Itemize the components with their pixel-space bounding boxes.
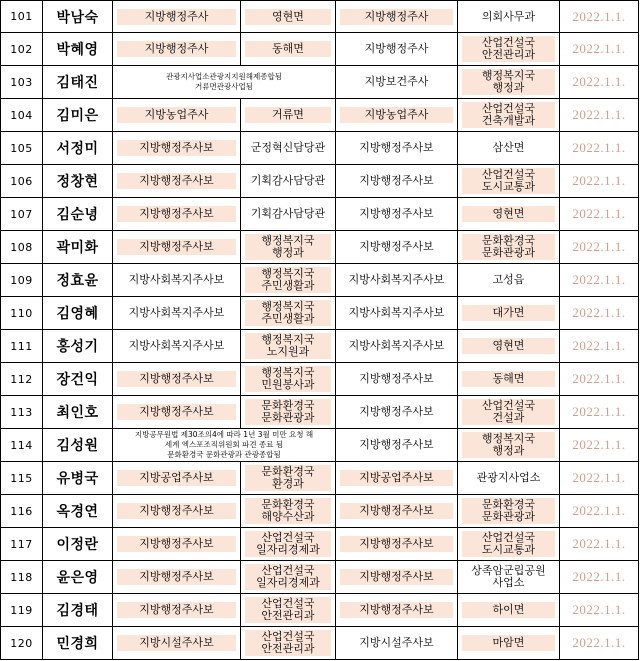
new-rank: 지방행정주사보 xyxy=(340,503,453,519)
previous-rank-cell xyxy=(113,528,241,561)
new-department: 산업건설국 건축개발과 xyxy=(462,102,555,128)
new-rank-cell xyxy=(336,165,458,198)
new-department: 마암면 xyxy=(462,635,555,651)
new-department: 문화환경국 문화관광과 xyxy=(462,498,555,524)
previous-rank-cell xyxy=(113,33,241,66)
effective-date: 2022.1.1. xyxy=(560,165,639,198)
new-department: 대가면 xyxy=(462,305,555,321)
previous-rank: 지방행정주사보 xyxy=(117,206,236,222)
previous-rank-cell xyxy=(113,132,241,165)
previous-department: 행정복지국 노지원과 xyxy=(245,333,331,359)
new-rank-cell xyxy=(336,396,458,429)
new-rank: 지방행정주사보 xyxy=(359,174,434,187)
previous-rank: 지방공업주사보 xyxy=(117,470,236,486)
employee-name: 박남숙 xyxy=(43,1,113,33)
new-department-cell xyxy=(458,231,560,264)
previous-department-cell xyxy=(241,396,336,429)
new-department-cell xyxy=(458,561,560,594)
previous-department: 거류면 xyxy=(245,107,331,123)
previous-department-cell xyxy=(241,165,336,198)
previous-rank: 지방행정주사보 xyxy=(117,173,236,189)
new-rank-cell xyxy=(336,462,458,495)
previous-department: 행정복지국 행정과 xyxy=(245,234,331,260)
previous-department: 행정복지국 민원봉사과 xyxy=(245,366,331,392)
new-rank: 지방농업주사 xyxy=(340,107,453,123)
table-row xyxy=(1,99,639,132)
new-rank-cell xyxy=(336,429,458,462)
new-rank: 지방행정주사보 xyxy=(340,536,453,552)
table-row xyxy=(1,231,639,264)
new-rank-cell xyxy=(336,297,458,330)
new-department-cell xyxy=(458,99,560,132)
previous-department: 문화환경국 환경과 xyxy=(245,465,331,491)
row-number: 106 xyxy=(1,165,43,198)
new-department: 의회사무과 xyxy=(481,9,536,23)
effective-date: 2022.1.1. xyxy=(560,66,639,99)
row-number: 107 xyxy=(1,198,43,231)
previous-rank-cell xyxy=(113,99,241,132)
new-rank: 지방시설주사보 xyxy=(359,636,434,649)
new-rank-cell xyxy=(336,594,458,627)
new-department: 하이면 xyxy=(462,602,555,618)
new-rank: 지방행정주사 xyxy=(340,9,453,25)
previous-rank: 지방사회복지주사보 xyxy=(128,273,225,286)
table-row xyxy=(1,264,639,297)
previous-department: 기획감사담당관 xyxy=(250,174,326,187)
employee-name: 서정미 xyxy=(43,132,113,165)
new-rank: 지방행정주사보 xyxy=(359,438,434,451)
previous-assignment-note-text: 지방공무원법 제30조의4에 따라 1년 3월 미만 요청 해 세계 엑스포조직위원회 파견 종료 됨 문화환경국 문화관광과 관광종합됨 xyxy=(134,430,314,459)
table-row xyxy=(1,495,639,528)
new-rank: 지방행정주사보 xyxy=(359,141,434,154)
effective-date: 2022.1.1. xyxy=(560,330,639,363)
table-row xyxy=(1,561,639,594)
new-department-cell xyxy=(458,594,560,627)
previous-department-cell xyxy=(241,330,336,363)
table-row xyxy=(1,33,639,66)
new-department: 산업건설국 건설과 xyxy=(462,399,555,425)
effective-date: 2022.1.1. xyxy=(560,1,639,33)
previous-rank-cell xyxy=(113,462,241,495)
previous-rank-cell xyxy=(113,627,241,660)
new-department: 산업건설국 안전관리과 xyxy=(462,36,555,62)
effective-date: 2022.1.1. xyxy=(560,132,639,165)
effective-date: 2022.1.1. xyxy=(560,99,639,132)
new-department-cell xyxy=(458,66,560,99)
previous-department: 산업건설국 일자리경제과 xyxy=(245,564,331,590)
previous-rank: 지방행정주사보 xyxy=(117,503,236,519)
row-number: 114 xyxy=(1,429,43,462)
row-number: 109 xyxy=(1,264,43,297)
employee-name: 김순녕 xyxy=(43,198,113,231)
new-department-cell xyxy=(458,363,560,396)
new-department-cell xyxy=(458,264,560,297)
effective-date: 2022.1.1. xyxy=(560,528,639,561)
row-number: 105 xyxy=(1,132,43,165)
employee-name: 정효윤 xyxy=(43,264,113,297)
employee-name: 곽미화 xyxy=(43,231,113,264)
new-department: 영현면 xyxy=(462,206,555,222)
employee-name: 유병국 xyxy=(43,462,113,495)
new-department: 행정복지국 행정과 xyxy=(462,432,555,458)
new-department-cell xyxy=(458,33,560,66)
new-rank-cell xyxy=(336,561,458,594)
employee-name: 김경태 xyxy=(43,594,113,627)
new-rank: 지방행정주사보 xyxy=(359,207,434,220)
table-row xyxy=(1,528,639,561)
new-department-cell xyxy=(458,132,560,165)
new-rank-cell xyxy=(336,33,458,66)
previous-rank-cell xyxy=(113,264,241,297)
previous-department-cell xyxy=(241,99,336,132)
row-number: 116 xyxy=(1,495,43,528)
table-row xyxy=(1,462,639,495)
row-number: 108 xyxy=(1,231,43,264)
new-rank: 지방행정주사 xyxy=(364,42,429,55)
new-rank-cell xyxy=(336,66,458,99)
previous-rank: 지방사회복지주사보 xyxy=(128,339,225,352)
previous-department: 산업건설국 안전관리과 xyxy=(245,597,331,623)
previous-rank: 지방행정주사보 xyxy=(117,140,236,156)
new-rank-cell xyxy=(336,264,458,297)
row-number: 101 xyxy=(1,1,43,33)
new-department: 관광지사업소 xyxy=(476,471,541,484)
previous-rank: 지방행정주사보 xyxy=(117,602,236,618)
employee-name: 이정란 xyxy=(43,528,113,561)
employee-name: 박혜영 xyxy=(43,33,113,66)
new-department: 상족암군립공원 사업소 xyxy=(471,564,546,589)
effective-date: 2022.1.1. xyxy=(560,231,639,264)
new-department: 고성읍 xyxy=(492,273,525,286)
previous-rank-cell xyxy=(113,165,241,198)
new-department: 삼산면 xyxy=(492,141,525,154)
new-rank: 지방사회복지주사보 xyxy=(348,306,445,319)
effective-date: 2022.1.1. xyxy=(560,297,639,330)
row-number: 115 xyxy=(1,462,43,495)
row-number: 110 xyxy=(1,297,43,330)
previous-rank-cell xyxy=(113,297,241,330)
previous-department: 군정혁신담당관 xyxy=(250,141,326,154)
new-department-cell xyxy=(458,1,560,33)
previous-rank: 지방행정주사보 xyxy=(117,239,236,255)
new-department-cell xyxy=(458,165,560,198)
new-rank-cell xyxy=(336,132,458,165)
effective-date: 2022.1.1. xyxy=(560,264,639,297)
new-department-cell xyxy=(458,297,560,330)
table-row xyxy=(1,594,639,627)
previous-rank: 지방사회복지주사보 xyxy=(128,306,225,319)
previous-department-cell xyxy=(241,495,336,528)
previous-rank: 지방행정주사보 xyxy=(117,371,236,387)
employee-name: 윤은영 xyxy=(43,561,113,594)
employee-name: 홍성기 xyxy=(43,330,113,363)
new-rank-cell xyxy=(336,528,458,561)
previous-rank-cell xyxy=(113,561,241,594)
new-rank-cell xyxy=(336,231,458,264)
previous-rank-cell xyxy=(113,495,241,528)
previous-rank: 지방농업주사 xyxy=(117,107,236,123)
new-department: 영현면 xyxy=(462,338,555,354)
previous-rank: 지방행정주사보 xyxy=(117,404,236,420)
new-department-cell xyxy=(458,627,560,660)
new-department: 동해면 xyxy=(462,371,555,387)
employee-name: 김태진 xyxy=(43,66,113,99)
row-number: 104 xyxy=(1,99,43,132)
row-number: 113 xyxy=(1,396,43,429)
effective-date: 2022.1.1. xyxy=(560,396,639,429)
previous-department: 문화환경국 문화관광과 xyxy=(245,399,331,425)
previous-rank: 지방행정주사 xyxy=(117,9,236,25)
new-department-cell xyxy=(458,198,560,231)
new-rank: 지방행정주사보 xyxy=(340,602,453,618)
new-rank-cell xyxy=(336,495,458,528)
employee-name: 김미은 xyxy=(43,99,113,132)
employee-name: 최인호 xyxy=(43,396,113,429)
previous-department: 영현면 xyxy=(245,9,331,25)
row-number: 119 xyxy=(1,594,43,627)
previous-department: 문화환경국 해양수산과 xyxy=(245,498,331,524)
table-row xyxy=(1,165,639,198)
previous-rank-cell xyxy=(113,330,241,363)
new-rank: 지방행정주사보 xyxy=(340,569,453,585)
effective-date: 2022.1.1. xyxy=(560,594,639,627)
previous-department-cell xyxy=(241,561,336,594)
table-row xyxy=(1,363,639,396)
previous-assignment-note xyxy=(113,66,336,99)
new-rank: 지방보건주사 xyxy=(364,75,429,88)
previous-department-cell xyxy=(241,33,336,66)
table-row xyxy=(1,66,639,99)
previous-rank-cell xyxy=(113,198,241,231)
new-rank-cell xyxy=(336,99,458,132)
previous-rank-cell xyxy=(113,396,241,429)
new-rank: 지방사회복지주사보 xyxy=(348,273,445,286)
row-number: 120 xyxy=(1,627,43,660)
employee-name: 김영혜 xyxy=(43,297,113,330)
table-row xyxy=(1,330,639,363)
previous-department-cell xyxy=(241,528,336,561)
previous-department: 산업건설국 안전관리과 xyxy=(245,630,331,656)
table-row xyxy=(1,429,639,462)
new-rank: 지방행정주사보 xyxy=(359,240,434,253)
table-row xyxy=(1,297,639,330)
employee-name: 민경희 xyxy=(43,627,113,660)
effective-date: 2022.1.1. xyxy=(560,33,639,66)
previous-rank-cell xyxy=(113,594,241,627)
effective-date: 2022.1.1. xyxy=(560,429,639,462)
table-row xyxy=(1,132,639,165)
new-rank: 지방행정주사보 xyxy=(359,405,434,418)
previous-department: 산업건설국 일자리경제과 xyxy=(245,531,331,557)
effective-date: 2022.1.1. xyxy=(560,561,639,594)
previous-department-cell xyxy=(241,627,336,660)
roster-body xyxy=(1,1,639,660)
previous-department: 행정복지국 주민생활과 xyxy=(245,300,331,326)
new-rank: 지방공업주사보 xyxy=(340,470,453,486)
table-row xyxy=(1,627,639,660)
previous-department-cell xyxy=(241,297,336,330)
new-department: 산업건설국 도시교통과 xyxy=(462,168,555,194)
new-rank: 지방사회복지주사보 xyxy=(348,339,445,352)
new-department: 문화환경국 문화관광과 xyxy=(462,234,555,260)
new-rank-cell xyxy=(336,1,458,33)
effective-date: 2022.1.1. xyxy=(560,462,639,495)
previous-department: 동해면 xyxy=(245,41,331,57)
new-rank-cell xyxy=(336,627,458,660)
effective-date: 2022.1.1. xyxy=(560,495,639,528)
row-number: 118 xyxy=(1,561,43,594)
table-row xyxy=(1,1,639,33)
new-department: 산업건설국 도시교통과 xyxy=(462,531,555,557)
new-rank-cell xyxy=(336,198,458,231)
row-number: 112 xyxy=(1,363,43,396)
previous-department-cell xyxy=(241,363,336,396)
new-department: 행정복지국 행정과 xyxy=(462,69,555,95)
previous-department-cell xyxy=(241,198,336,231)
previous-rank-cell xyxy=(113,363,241,396)
employee-name: 정창현 xyxy=(43,165,113,198)
new-department-cell xyxy=(458,429,560,462)
previous-rank: 지방행정주사보 xyxy=(117,569,236,585)
previous-rank: 지방행정주사 xyxy=(117,41,236,57)
table-row xyxy=(1,396,639,429)
new-rank-cell xyxy=(336,330,458,363)
row-number: 103 xyxy=(1,66,43,99)
previous-rank-cell xyxy=(113,1,241,33)
table-row xyxy=(1,198,639,231)
new-department-cell xyxy=(458,330,560,363)
new-department-cell xyxy=(458,528,560,561)
previous-assignment-note xyxy=(113,429,336,462)
previous-department: 행정복지국 주민생활과 xyxy=(245,267,331,293)
previous-department-cell xyxy=(241,132,336,165)
previous-department-cell xyxy=(241,231,336,264)
effective-date: 2022.1.1. xyxy=(560,198,639,231)
previous-rank: 지방행정주사보 xyxy=(117,536,236,552)
previous-department-cell xyxy=(241,264,336,297)
effective-date: 2022.1.1. xyxy=(560,363,639,396)
row-number: 102 xyxy=(1,33,43,66)
previous-department-cell xyxy=(241,1,336,33)
previous-assignment-note-text: 관광지사업소관광지지원해제종합됨 거류면관광사업됨 xyxy=(166,72,282,91)
employee-name: 김성원 xyxy=(43,429,113,462)
new-rank-cell xyxy=(336,363,458,396)
previous-department: 기획감사담당관 xyxy=(250,207,326,220)
previous-rank-cell xyxy=(113,231,241,264)
new-department-cell xyxy=(458,396,560,429)
previous-department-cell xyxy=(241,594,336,627)
employee-name: 장건익 xyxy=(43,363,113,396)
employee-name: 옥경연 xyxy=(43,495,113,528)
previous-rank: 지방시설주사보 xyxy=(117,635,236,651)
new-rank: 지방행정주사보 xyxy=(359,372,434,385)
new-department-cell xyxy=(458,462,560,495)
row-number: 117 xyxy=(1,528,43,561)
new-department-cell xyxy=(458,495,560,528)
row-number: 111 xyxy=(1,330,43,363)
effective-date: 2022.1.1. xyxy=(560,627,639,660)
previous-department-cell xyxy=(241,462,336,495)
